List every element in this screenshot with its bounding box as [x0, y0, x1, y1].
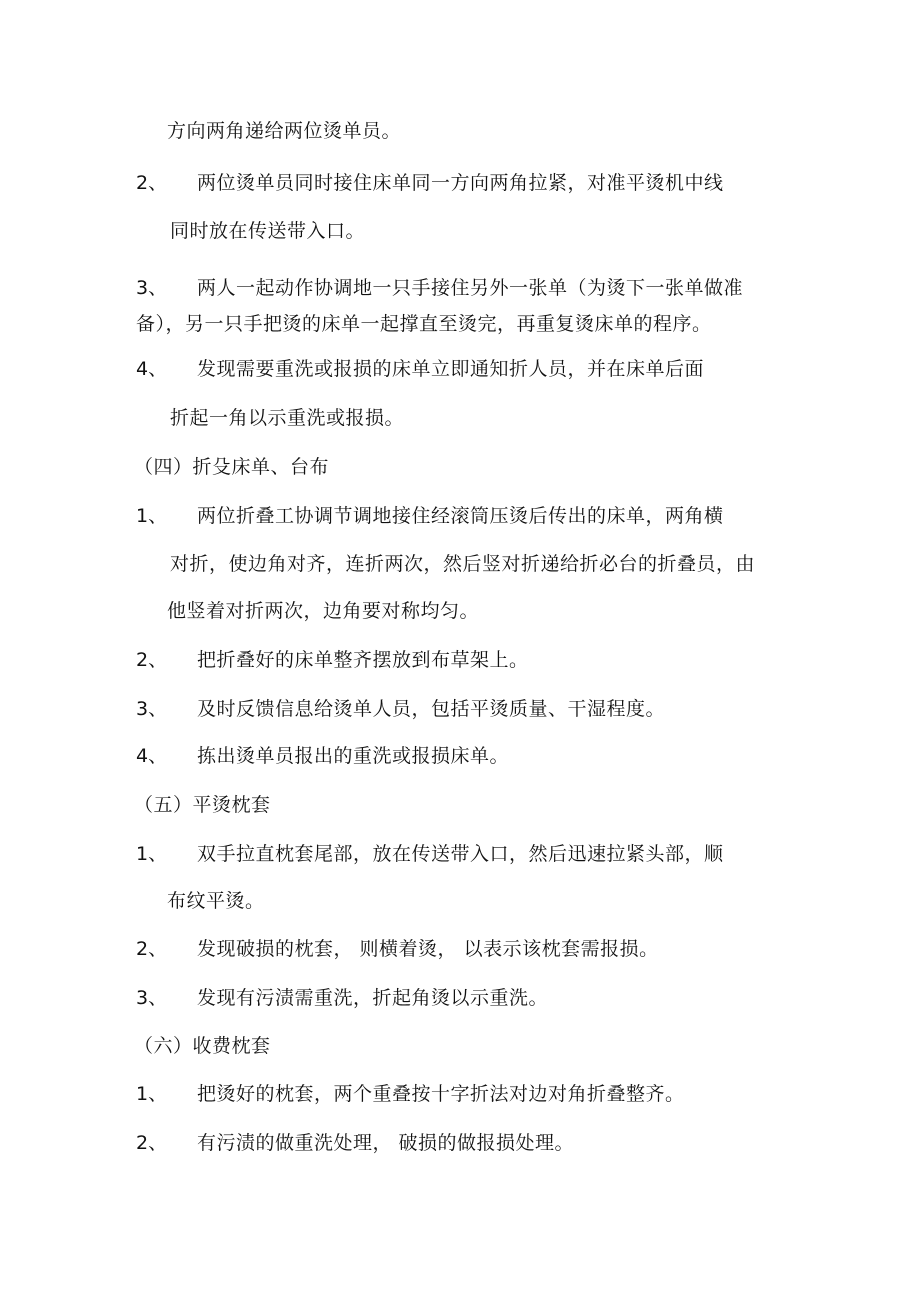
item-number: 1、: [136, 843, 168, 865]
item-text: 两位烫单员同时接住床单同一方向两角拉紧，对准平烫机中线: [197, 172, 724, 194]
item-number: 2、: [136, 1132, 168, 1154]
item-number: 1、: [136, 1083, 168, 1105]
item-text: 及时反馈信息给烫单人员，包括平烫质量、干湿程度。: [197, 698, 666, 720]
item-text: 发现破损的枕套， 则横着烫， 以表示该枕套需报损。: [197, 938, 659, 960]
item-number: 1、: [136, 505, 168, 527]
item-text: 把折叠好的床单整齐摆放到布草架上。: [197, 649, 529, 671]
item-text: 发现需要重洗或报损的床单立即通知折人员，并在床单后面: [197, 358, 705, 380]
section-heading: （五）平烫枕套: [134, 794, 271, 816]
item-text: 两位折叠工协调节调地接住经滚筒压烫后传出的床单，两角横: [197, 505, 724, 527]
item-number: 2、: [136, 172, 168, 194]
item-number: 3、: [136, 277, 168, 299]
item-number: 2、: [136, 649, 168, 671]
item-number: 4、: [136, 745, 168, 767]
section-heading: （六）收费枕套: [134, 1035, 271, 1057]
continuation-line: 布纹平烫。: [167, 890, 265, 912]
item-number: 3、: [136, 987, 168, 1009]
item-text: 把烫好的枕套，两个重叠按十字折法对边对角折叠整齐。: [197, 1083, 685, 1105]
item-number: 4、: [136, 358, 168, 380]
item-text: 拣出烫单员报出的重洗或报损床单。: [197, 745, 510, 767]
continuation-line: 他竖着对折两次，边角要对称均匀。: [167, 600, 480, 622]
item-text: 有污渍的做重洗处理， 破损的做报损处理。: [197, 1132, 575, 1154]
continuation-line: 备），另一只手把烫的床单一起撑直至烫完，再重复烫床单的程序。: [136, 313, 712, 335]
item-number: 3、: [136, 698, 168, 720]
item-text: 双手拉直枕套尾部，放在传送带入口，然后迅速拉紧头部，顺: [197, 843, 724, 865]
item-number: 2、: [136, 938, 168, 960]
item-text: 发现有污渍需重洗，折起角烫以示重洗。: [197, 987, 549, 1009]
continuation-line: 折起一角以示重洗或报损。: [170, 407, 405, 429]
section-heading: （四）折殳床单、台布: [134, 456, 330, 478]
continuation-line: 同时放在传送带入口。: [170, 220, 366, 242]
continuation-line: 方向两角递给两位烫单员。: [167, 120, 402, 142]
item-text: 两人一起动作协调地一只手接住另外一张单（为烫下一张单做准: [197, 277, 744, 299]
continuation-line: 对折，使边角对齐，连折两次，然后竖对折递给折必台的折叠员，由: [170, 553, 756, 575]
